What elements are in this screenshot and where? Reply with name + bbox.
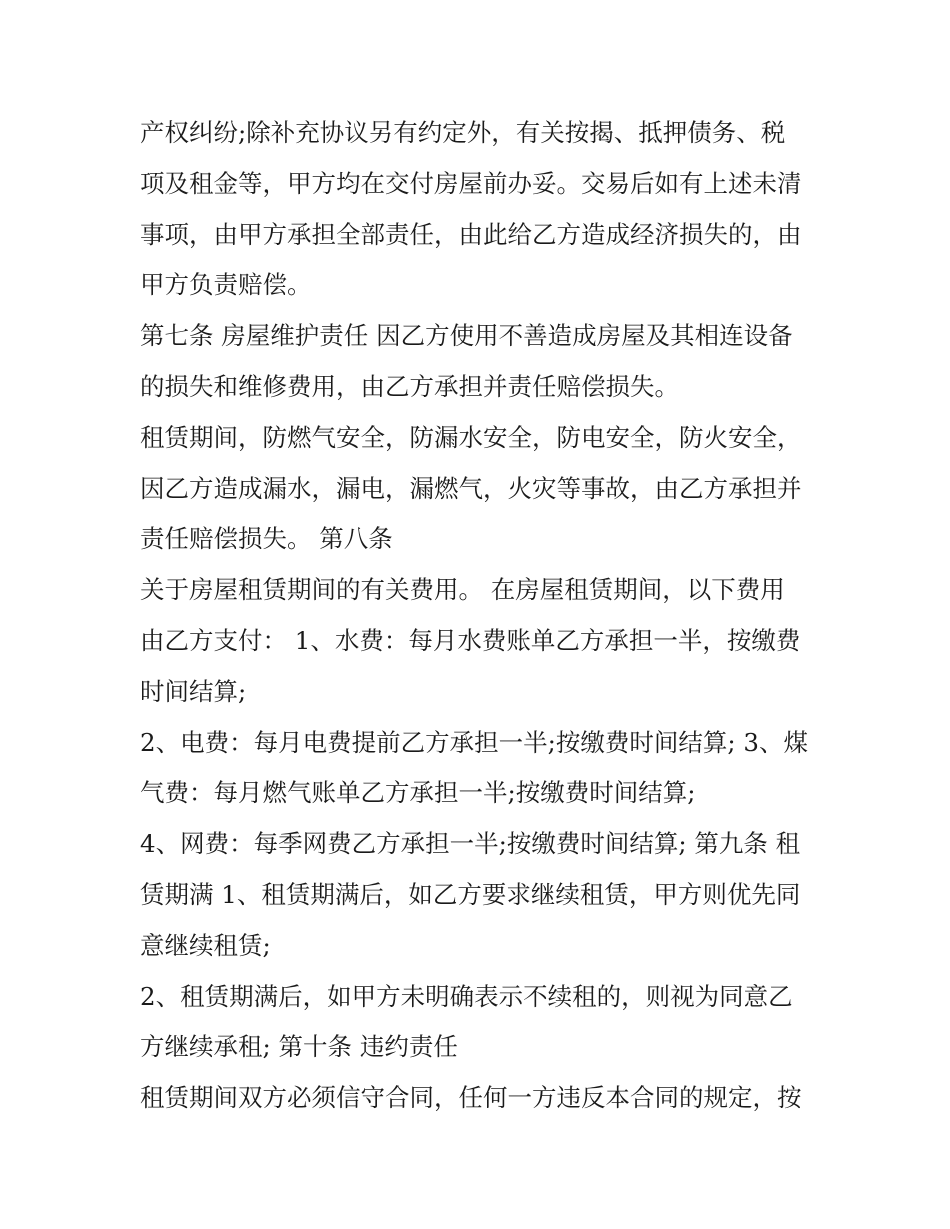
document-body [140,108,820,1124]
text-line: 由乙方支付： 1、水费：每月水费账单乙方承担一半，按缴费 [140,625,801,655]
text-line: 第七条 房屋维护责任 因乙方使用不善造成房屋及其相连设备 [140,321,793,351]
text-line: 产权纠纷;除补充协议另有约定外，有关按揭、抵押债务、税 [140,118,786,147]
text-line: 时间结算; [140,676,247,706]
text-line: 气费：每月燃气账单乙方承担一半;按缴费时间结算; [140,778,696,808]
text-line: 2、租赁期满后，如甲方未明确表示不续租的，则视为同意乙 [140,981,793,1011]
text-line: 的损失和维修费用，由乙方承担并责任赔偿损失。 [140,371,679,401]
text-line: 事项，由甲方承担全部责任，由此给乙方造成经济损失的，由 [140,219,802,249]
text-line: 因乙方造成漏水，漏电，漏燃气，火灾等事故，由乙方承担并 [140,473,802,503]
text-line: 4、网费：每季网费乙方承担一半;按缴费时间结算; 第九条 租 [140,829,801,859]
text-line: 租赁期间，防燃气安全，防漏水安全，防电安全，防火安全， [140,422,802,452]
text-line: 方继续承租; 第十条 违约责任 [140,1032,458,1062]
text-line: 关于房屋租赁期间的有关费用。 在房屋租赁期间，以下费用 [140,575,785,605]
text-line: 责任赔偿损失。 第八条 [140,524,393,554]
text-line: 租赁期间双方必须信守合同，任何一方违反本合同的规定，按 [140,1083,802,1113]
text-line: 项及租金等，甲方均在交付房屋前办妥。交易后如有上述未清 [140,168,802,198]
text-line: 2、电费：每月电费提前乙方承担一半;按缴费时间结算; 3、煤 [140,727,808,757]
text-line: 意继续租赁; [140,930,271,960]
text-line: 甲方负责赔偿。 [140,270,312,300]
text-line: 赁期满 1、租赁期满后，如乙方要求继续租赁，甲方则优先同 [140,879,801,909]
